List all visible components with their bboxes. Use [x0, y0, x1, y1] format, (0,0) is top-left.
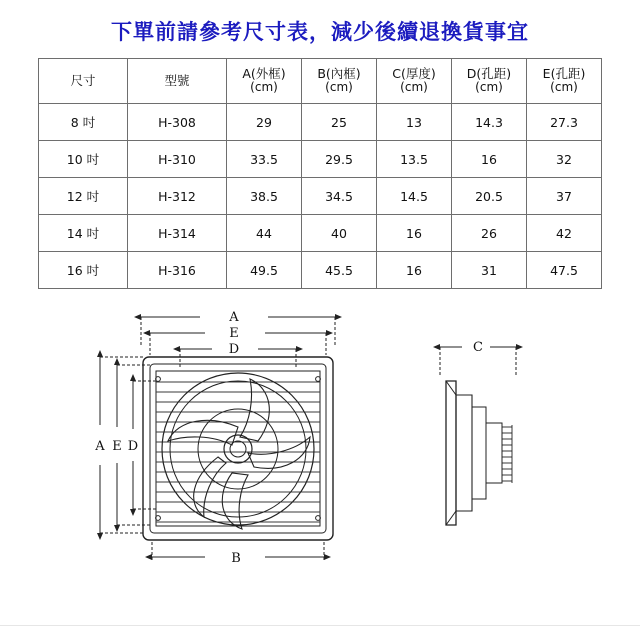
cell-a: 29 — [227, 104, 302, 141]
louver-slats — [156, 382, 320, 522]
header-cell-d — [452, 59, 527, 104]
header-b-line1: B(內框) — [317, 65, 361, 81]
side-taper-top — [446, 381, 456, 395]
spec-table-head — [39, 59, 602, 104]
spec-table — [38, 58, 602, 289]
label-e-left: E — [112, 439, 122, 454]
page-title: 下單前請參考尺寸表，減少後續退換貨事宜 — [111, 20, 529, 44]
spec-table-wrapper — [0, 58, 640, 289]
label-d-top: D — [228, 342, 240, 357]
header-d-line2: (cm) — [475, 80, 503, 95]
cell-c: 13.5 — [377, 141, 452, 178]
fan-outer-frame — [143, 357, 333, 540]
table-row — [39, 178, 602, 215]
side-taper-bottom — [446, 511, 456, 525]
cell-e: 32 — [527, 141, 602, 178]
header-cell-e — [527, 59, 602, 104]
label-d-left: D — [127, 439, 139, 454]
table-row — [39, 141, 602, 178]
cell-c: 13 — [377, 104, 452, 141]
header-cell-a — [227, 59, 302, 104]
cell-c: 16 — [377, 215, 452, 252]
cell-b: 25 — [302, 104, 377, 141]
cell-size: 10 吋 — [39, 141, 128, 178]
cell-model: H-316 — [128, 252, 227, 289]
header-size-line1: 尺寸 — [70, 72, 96, 88]
cell-a: 49.5 — [227, 252, 302, 289]
front-view-group — [100, 317, 516, 561]
cell-d: 31 — [452, 252, 527, 289]
cell-b: 34.5 — [302, 178, 377, 215]
side-flange-plate — [446, 381, 456, 525]
cell-size: 12 吋 — [39, 178, 128, 215]
header-cell-b — [302, 59, 377, 104]
header-model-line1: 型號 — [164, 72, 190, 88]
cell-size: 16 吋 — [39, 252, 128, 289]
header-a-line1: A(外框) — [242, 65, 286, 81]
table-header-row — [39, 59, 602, 104]
header-cell-size — [39, 59, 128, 104]
table-row — [39, 215, 602, 252]
cell-size: 14 吋 — [39, 215, 128, 252]
header-d-line1: D(孔距) — [466, 65, 512, 81]
cell-d: 14.3 — [452, 104, 527, 141]
label-e-top: E — [229, 326, 239, 341]
cell-e: 27.3 — [527, 104, 602, 141]
label-a-left: A — [95, 439, 105, 454]
side-body — [456, 395, 472, 511]
footer-bar — [0, 625, 640, 640]
table-row — [39, 252, 602, 289]
header-c-line2: (cm) — [400, 80, 428, 95]
fan-hub-inner — [230, 441, 246, 457]
cell-b: 29.5 — [302, 141, 377, 178]
cell-a: 44 — [227, 215, 302, 252]
cell-model: H-312 — [128, 178, 227, 215]
side-body-2 — [472, 407, 486, 499]
cell-model: H-314 — [128, 215, 227, 252]
cell-d: 26 — [452, 215, 527, 252]
side-motor-fins — [502, 425, 512, 483]
cell-model: H-308 — [128, 104, 227, 141]
fan-hub-outer — [224, 435, 252, 463]
header-e-line2: (cm) — [550, 80, 578, 95]
fan-louver-area — [156, 371, 320, 526]
header-a-line2: (cm) — [250, 80, 278, 95]
header-cell-model — [128, 59, 227, 104]
label-a-top: A — [229, 310, 239, 325]
side-motor-housing — [486, 423, 502, 483]
cell-b: 40 — [302, 215, 377, 252]
cell-a: 33.5 — [227, 141, 302, 178]
fan-inner-frame — [150, 364, 326, 533]
cell-model: H-310 — [128, 141, 227, 178]
label-c-side: C — [473, 340, 483, 355]
cell-d: 16 — [452, 141, 527, 178]
header-c-line1: C(厚度) — [392, 65, 436, 81]
cell-e: 42 — [527, 215, 602, 252]
table-row — [39, 104, 602, 141]
label-b-bottom: B — [231, 551, 241, 566]
header-b-line2: (cm) — [325, 80, 353, 95]
cell-d: 20.5 — [452, 178, 527, 215]
side-view-group — [440, 347, 516, 525]
spec-table-body — [39, 104, 602, 289]
dimension-drawing — [0, 295, 640, 625]
cell-e: 47.5 — [527, 252, 602, 289]
header-e-line1: E(孔距) — [542, 65, 586, 81]
cell-a: 38.5 — [227, 178, 302, 215]
cell-b: 45.5 — [302, 252, 377, 289]
cell-c: 14.5 — [377, 178, 452, 215]
drawing-svg — [0, 295, 640, 625]
cell-size: 8 吋 — [39, 104, 128, 141]
cell-e: 37 — [527, 178, 602, 215]
cell-c: 16 — [377, 252, 452, 289]
header-cell-c — [377, 59, 452, 104]
